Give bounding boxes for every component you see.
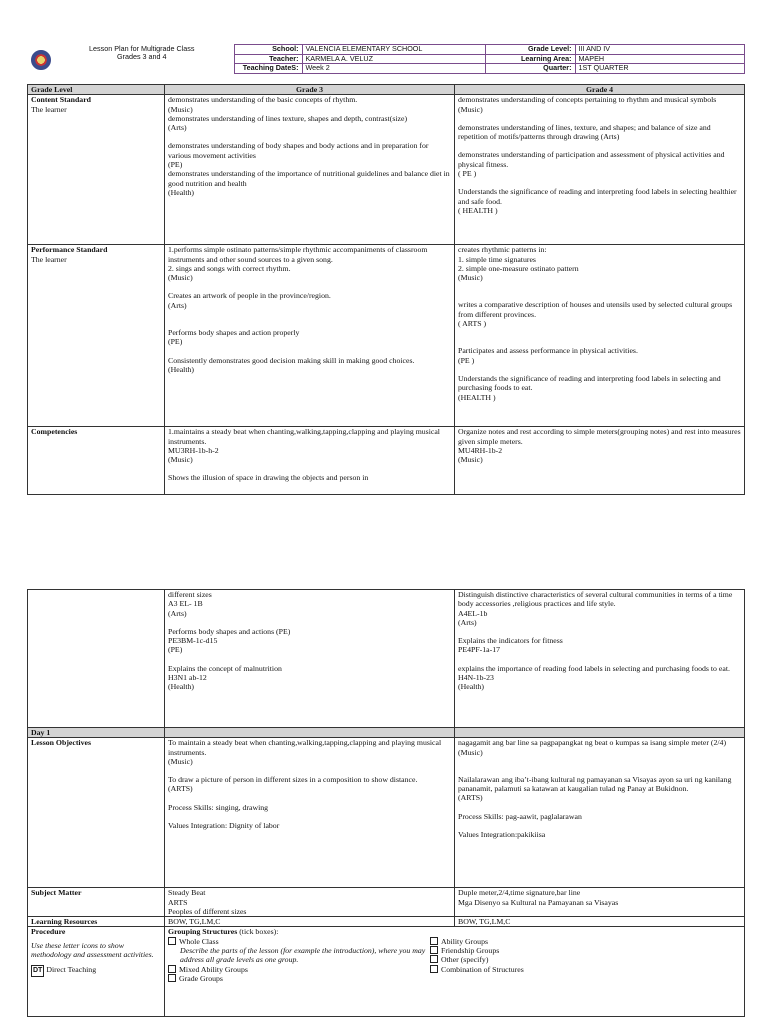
header-table bbox=[27, 44, 745, 74]
checkbox-icon[interactable] bbox=[168, 937, 176, 945]
checkbox-icon[interactable] bbox=[430, 946, 438, 954]
subject-matter-g4: Duple meter,2/4,time signature,bar line Mga Disenyo sa Kultural na Pamayanan sa Visayas bbox=[455, 888, 745, 917]
dt-icon: DT bbox=[31, 965, 44, 976]
resources-g4: BOW, TG,LM,C bbox=[455, 917, 745, 927]
deped-seal-icon bbox=[31, 50, 51, 70]
friendship-groups-option[interactable]: Friendship Groups bbox=[430, 946, 524, 955]
school-value: VALENCIA ELEMENTARY SCHOOL bbox=[302, 45, 485, 55]
subject-matter-g3: Steady Beat ARTS Peoples of different sizes bbox=[165, 888, 455, 917]
grouping-structures: Grouping Structures (tick boxes): Whole Class Describe the parts of the lesson (for example the introduction), where you may address all grade levels as one group. Mixed Ability Groups Grade Groups Ability Groups Friendship Groups Other (specify) Combination of Structures bbox=[165, 927, 745, 1017]
resources-label: Learning Resources bbox=[31, 917, 98, 927]
objectives-g3: To maintain a steady beat when chanting,walking,tapping,clapping and playing musical instruments. (Music) To draw a picture of person in different sizes in a composition to show distance. (ARTS) Process Skills: singing, drawing Values Integration: Dignity of labor bbox=[165, 738, 455, 888]
procedure-note: Use these letter icons to show methodology and assessment activities. bbox=[31, 940, 154, 960]
performance-standard-g4: creates rhythmic patterns in: 1. simple time signatures 2. simple one-measure ostinato pattern (Music) writes a comparative description of houses and utensils used by selected cultural groups from different provinces. ( ARTS ) Participates and assess performance in physical activities. (PE ) Understands the significance of reading and interpreting food labels in selecting and purchasing foods to eat. (HEALTH ) bbox=[455, 245, 745, 427]
checkbox-icon[interactable] bbox=[430, 937, 438, 945]
direct-teaching-key: DT Direct Teaching bbox=[31, 965, 161, 976]
col-grade3: Grade 3 bbox=[165, 85, 455, 95]
teacher-value: KARMELA A. VELUZ bbox=[302, 54, 485, 64]
day-label: Day 1 bbox=[28, 728, 165, 738]
objectives-row bbox=[28, 738, 745, 888]
competencies-label: Competencies bbox=[31, 427, 78, 437]
subject-matter-row bbox=[28, 888, 745, 917]
content-standard-row: Content Standard The learner demonstrates understanding of the basic concepts of rhythm. (Music) demonstrates understanding of lines texture, shapes and depth, contrast(size) (Arts) demonstrates understanding of body shapes and body actions and in preparation for various movement activities (PE) demonstrates understanding of the importance of nutritional guidelines and balance diet in good nutrition and health (Health) demonstrates understanding of concepts pertaining to rhythm and musical symbols (Music) demonstrates understanding of lines, texture, and shapes; and balance of size and repetition of motifs/patterns through drawing (Arts) demonstrates understanding of participation and assessment of physical activities and physical fitness. ( PE ) Understands the significance of reading and interpreting food labels in selecting healthier and safe food. ( HEALTH ) bbox=[28, 95, 745, 245]
objectives-label: Lesson Objectives bbox=[31, 738, 91, 748]
performance-standard-label: Performance Standard bbox=[31, 245, 108, 255]
procedure-label: Procedure bbox=[31, 927, 66, 937]
whole-class-option[interactable]: Whole Class bbox=[168, 937, 430, 946]
quarter-value: 1ST QUARTER bbox=[575, 64, 744, 74]
plan-title: Lesson Plan for Multigrade Class Grades 3 and 4 bbox=[89, 43, 195, 62]
standards-table bbox=[27, 84, 745, 495]
col-grade-level: Grade Level bbox=[28, 85, 165, 95]
school-label: School: bbox=[234, 45, 302, 55]
checkbox-icon[interactable] bbox=[430, 965, 438, 973]
competencies-cont-g3: different sizes A3 EL- 1B (Arts) Performs body shapes and actions (PE) PE3BM-1c-d15 (PE) Explains the concept of malnutrition H3N1 ab-12 (Health) bbox=[165, 590, 455, 728]
lesson-table bbox=[27, 589, 745, 1017]
resources-g3: BOW, TG,LM,C bbox=[165, 917, 455, 927]
competencies-g4: Organize notes and rest according to simple meters(grouping notes) and rest into measures given simple meters. MU4RH-1b-2 (Music) bbox=[455, 427, 745, 495]
performance-standard-row: Performance Standard The learner 1.performs simple ostinato patterns/simple rhythmic accompaniments of classroom instruments and other sound sources to a given song. 2. sings and songs with correct rhythm. (Music) Creates an artwork of people in the province/region. (Arts) Performs body shapes and action properly (PE) Consistently demonstrates good decision making skill in making good choices. (Health) creates rhythmic patterns in: 1. simple time signatures 2. simple one-measure ostinato pattern (Music) writes a comparative description of houses and utensils used by selected cultural groups from different provinces. ( ARTS ) Participates and assess performance in physical activities. (PE ) Understands the significance of reading and interpreting food labels in selecting and purchasing foods to eat. (HEALTH ) bbox=[28, 245, 745, 427]
resources-row bbox=[28, 917, 745, 927]
ability-groups-option[interactable]: Ability Groups bbox=[430, 937, 524, 946]
teacher-label: Teacher: bbox=[234, 54, 302, 64]
other-option[interactable]: Other (specify) bbox=[430, 955, 524, 964]
teaching-dates-label: Teaching DateS: bbox=[234, 64, 302, 74]
grade-level-label: Grade Level: bbox=[485, 45, 575, 55]
col-grade4: Grade 4 bbox=[455, 85, 745, 95]
quarter-label: Quarter: bbox=[485, 64, 575, 74]
grade-groups-option[interactable]: Grade Groups bbox=[168, 974, 430, 983]
checkbox-icon[interactable] bbox=[168, 965, 176, 973]
checkbox-icon[interactable] bbox=[430, 955, 438, 963]
teaching-dates-value: Week 2 bbox=[302, 64, 485, 74]
lesson-plan-header bbox=[27, 44, 744, 74]
objectives-g4: nagagamit ang bar line sa pagpapangkat ng beat o kumpas sa isang simple meter (2/4) (Music) Nailalarawan ang iba’t-ibang kultural ng pamayanan sa Visayas ayon sa uri ng kanilang pananamit, palamuti sa katawan at kaugalian tulad ng Panay at Bukidnon. (ARTS) Process Skills: pag-aawit, paglalarawan Values Integration:pakikiisa bbox=[455, 738, 745, 888]
mixed-ability-option[interactable]: Mixed Ability Groups bbox=[168, 965, 430, 974]
page2-body bbox=[27, 589, 744, 1017]
content-standard-g3: demonstrates understanding of the basic concepts of rhythm. (Music) demonstrates understanding of lines texture, shapes and depth, contrast(size) (Arts) demonstrates understanding of body shapes and body actions and in preparation for various movement activities (PE) demonstrates understanding of the importance of nutritional guidelines and balance diet in good nutrition and health (Health) bbox=[165, 95, 455, 245]
checkbox-icon[interactable] bbox=[168, 974, 176, 982]
competencies-cont-row bbox=[28, 590, 745, 728]
content-standard-g4: demonstrates understanding of concepts pertaining to rhythm and musical symbols (Music) demonstrates understanding of lines, texture, and shapes; and balance of size and repetition of motifs/patterns through drawing (Arts) demonstrates understanding of participation and assessment of physical activities and physical fitness. ( PE ) Understands the significance of reading and interpreting food labels in selecting healthier and safe food. ( HEALTH ) bbox=[455, 95, 745, 245]
page1-body bbox=[27, 84, 744, 495]
competencies-cont-g4: Distinguish distinctive characteristics of several cultural communities in terms of a time body accessories ,religious practices and life style. A4EL-1b (Arts) Explains the indicators for fitness PE4PF-1a-17 explains the importance of reading food labels in selecting and purchasing foods to eat. H4N-1b-23 (Health) bbox=[455, 590, 745, 728]
subject-matter-label: Subject Matter bbox=[31, 888, 82, 898]
competencies-row bbox=[28, 427, 745, 495]
competencies-g3: 1.maintains a steady beat when chanting,walking,tapping,clapping and playing musical instruments. MU3RH-1b-h-2 (Music) Shows the illusion of space in drawing the objects and person in bbox=[165, 427, 455, 495]
combination-option[interactable]: Combination of Structures bbox=[430, 965, 524, 974]
grade-level-value: III AND IV bbox=[575, 45, 744, 55]
learning-area-value: MAPEH bbox=[575, 54, 744, 64]
learning-area-label: Learning Area: bbox=[485, 54, 575, 64]
procedure-row bbox=[28, 927, 745, 1017]
day-row bbox=[28, 728, 745, 738]
content-standard-label: Content Standard bbox=[31, 95, 92, 105]
performance-standard-g3: 1.performs simple ostinato patterns/simple rhythmic accompaniments of classroom instruments and other sound sources to a given song. 2. sings and songs with correct rhythm. (Music) Creates an artwork of people in the province/region. (Arts) Performs body shapes and action properly (PE) Consistently demonstrates good decision making skill in making good choices. (Health) bbox=[165, 245, 455, 427]
